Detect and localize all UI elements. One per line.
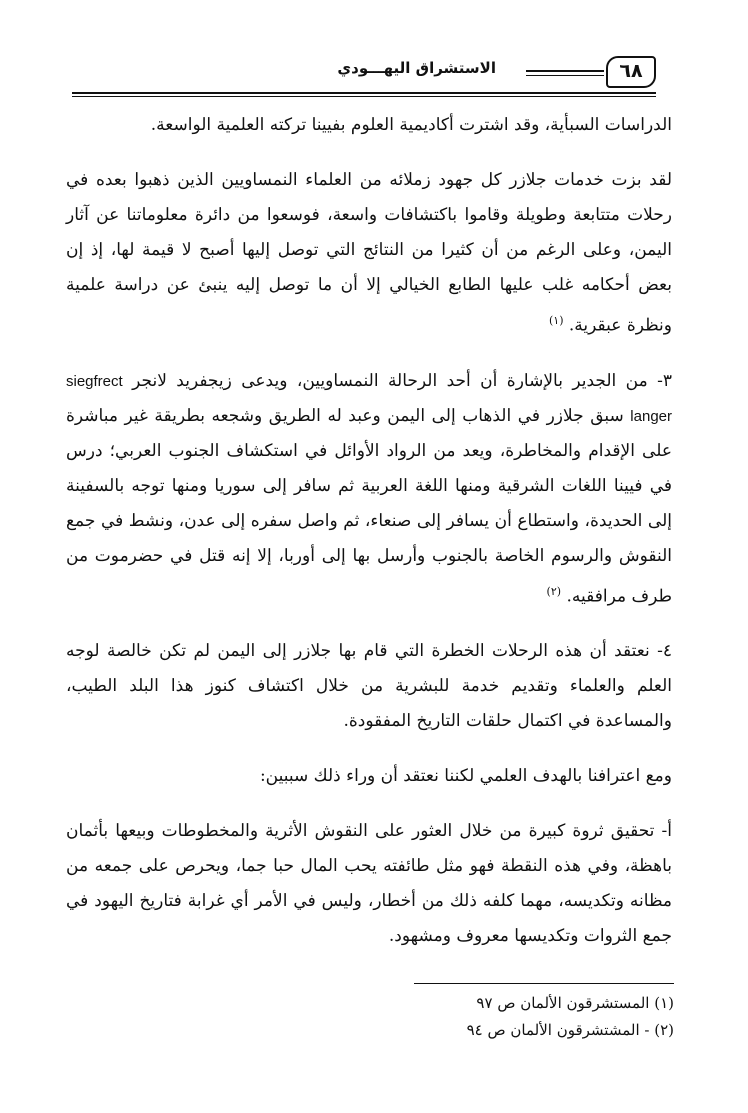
footnotes bbox=[274, 990, 674, 1044]
page-number: ٦٨ bbox=[606, 56, 656, 88]
page-header bbox=[72, 56, 656, 96]
header-rule bbox=[526, 75, 604, 76]
footnote-divider bbox=[414, 983, 674, 984]
header-divider bbox=[72, 92, 656, 94]
paragraph: لقد بزت خدمات جلازر كل جهود زملائه من العلماء النمساويين الذين ذهبوا بعده في رحلات متتابعة وطويلة وقاموا باكتشافات واسعة، فوسعوا من دائرة معلوماتنا عن آثار اليمن، وعلى الرغم من أن كثيرا من النتائج التي توصل إليها أصبح لا قيمة لها، إذ إن بعض أحكامه غلب عليها الطابع الخيالي إلا أن ما توصل إليه ينبئ عن دراسة علمية ونظرة عبقرية. $^{(١)}$ bbox=[66, 170, 672, 336]
header-rule bbox=[526, 70, 604, 72]
paragraph: الدراسات السبأية، وقد اشترت أكاديمية العلوم بفيينا تركته العلمية الواسعة. bbox=[150, 115, 672, 135]
body-text bbox=[66, 108, 672, 974]
footnote-mark: (١) bbox=[548, 314, 564, 327]
running-title: الاستشراق اليهـــودي bbox=[337, 59, 496, 77]
paragraph: أ- تحقيق ثروة كبيرة من خلال العثور على النقوش الأثرية والمخطوطات وبيعها بأثمان باهظة، وفي هذه النقطة فهو مثل طائفته يحب المال حبا جما، ويحرص على جمعه من مظانه وتكديسه، مهما كلفه ذلك من أخطار، وليس في الأمر أي غرابة فتاريخ اليهود في جمع الثروات وتكديسها معروف ومشهود. bbox=[66, 821, 672, 947]
footnote-mark: (٢) bbox=[546, 584, 562, 598]
paragraph: ٣- من الجدير بالإشارة أن أحد الرحالة النمساويين، ويدعى زيجفريد لانجر siegfrect langer سبق جلازر في الذهاب إلى اليمن وعبد له الطريق وشجعه بطريقة غير مباشرة على الإقدام والمخاطرة، ويعد من الرواد الأوائل في استكشاف الجنوب العربي؛ درس في فيينا اللغات الشرقية ومنها اللغة العربية ثم سافر إلى سوريا ومنها توجه بالسفينة إلى الحديدة، واستطاع أن يسافر إلى صنعاء، ثم واصل سفره إلى عدن، ونشط في جمع النقوش والرسوم الخاصة بالجنوب وأرسل بها إلى أوربا، إلا إنه قتل في حضرموت من طرف مرافقيه. $^{(٢)}$ bbox=[66, 370, 672, 607]
paragraph: ومع اعترافنا بالهدف العلمي لكننا نعتقد أن وراء ذلك سببين: bbox=[259, 766, 672, 787]
footnote-item: (٢) - المشتشرقون الألمان ص ٩٤ bbox=[466, 1021, 674, 1039]
footnote-item: (١) المستشرقون الألمان ص ٩٧ bbox=[476, 994, 674, 1012]
latin-name: siegfrect langer bbox=[66, 372, 672, 425]
paragraph: ٤- نعتقد أن هذه الرحلات الخطرة التي قام بها جلازر إلى اليمن لم تكن خالصة لوجه العلم والعلماء وتقديم خدمة للبشرية من خلال اكتشاف كنوز هذا البلد الطيب، والمساعدة في اكتمال حلقات التاريخ المفقودة. bbox=[66, 641, 672, 732]
header-divider bbox=[72, 96, 656, 97]
